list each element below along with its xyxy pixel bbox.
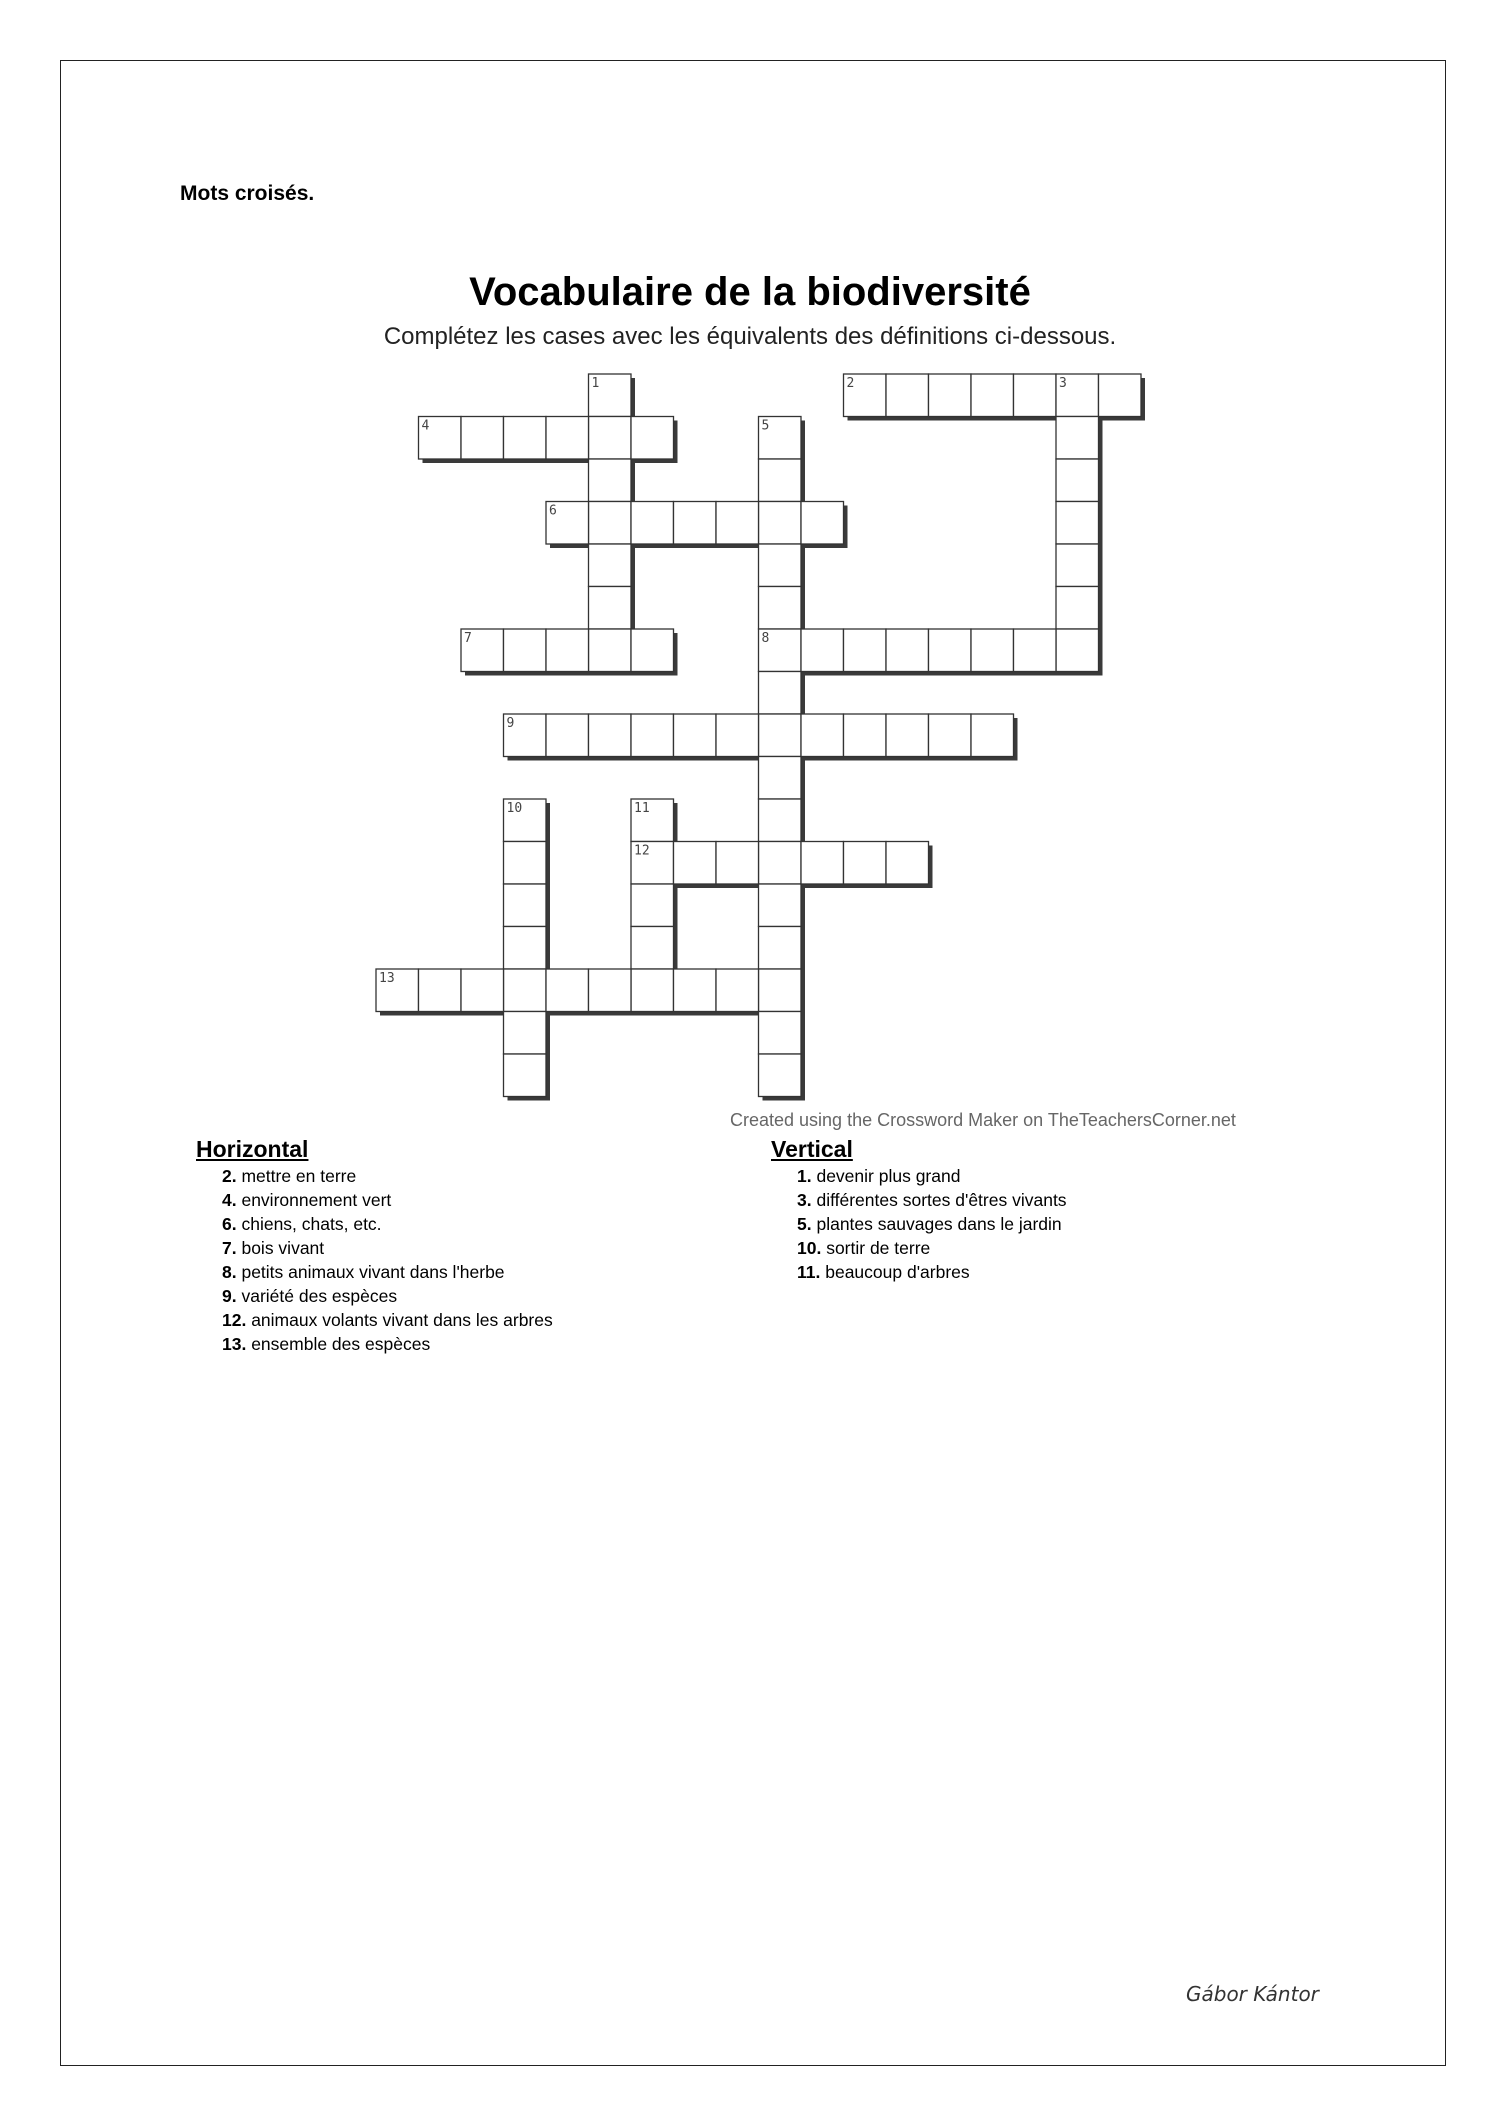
clue-text: sortir de terre — [821, 1238, 931, 1258]
horizontal-clue — [222, 1188, 553, 1212]
clue-number: 6. — [222, 1214, 237, 1234]
clue-number: 4. — [222, 1190, 237, 1210]
vertical-clues-title: Vertical — [771, 1136, 853, 1162]
horizontal-clue — [222, 1236, 553, 1260]
horizontal-clue — [222, 1212, 553, 1236]
author-signature: Gábor Kántor — [1186, 1982, 1319, 2006]
horizontal-clue — [222, 1260, 553, 1284]
clue-number-label: 6 — [549, 503, 557, 519]
grid-cell[interactable] — [759, 842, 802, 885]
clue-text: plantes sauvages dans le jardin — [811, 1214, 1062, 1234]
grid-cell[interactable] — [589, 459, 632, 502]
puzzle-title: Vocabulaire de la biodiversité — [469, 270, 1031, 314]
clue-number-label: 13 — [379, 971, 395, 986]
clue-number: 2. — [222, 1166, 237, 1186]
clue-text: animaux volants vivant dans les arbres — [246, 1310, 553, 1330]
clue-number-label: 3 — [1059, 376, 1067, 391]
grid-cell[interactable] — [674, 969, 717, 1012]
clue-number: 1. — [797, 1166, 812, 1186]
grid-cell[interactable] — [886, 842, 929, 885]
clue-number-label: 8 — [761, 631, 770, 646]
credit-line: Created using the Crossword Maker on TheTeachersCorner.net — [730, 1110, 1236, 1130]
grid-cell[interactable] — [589, 587, 632, 630]
grid-cell[interactable] — [844, 714, 887, 757]
vertical-clue — [797, 1188, 1067, 1212]
grid-cell[interactable] — [546, 714, 589, 757]
grid-cell[interactable] — [504, 842, 547, 885]
clue-number: 8. — [222, 1262, 237, 1282]
grid-cell[interactable] — [971, 629, 1014, 672]
grid-cell[interactable] — [759, 714, 802, 757]
vertical-clue — [797, 1212, 1067, 1236]
vertical-clue-list — [797, 1164, 1067, 1284]
grid-cell[interactable] — [546, 969, 589, 1012]
grid-cell[interactable] — [589, 969, 632, 1012]
vertical-clue — [797, 1260, 1067, 1284]
grid-cell[interactable] — [801, 629, 844, 672]
grid-cell[interactable] — [759, 459, 802, 502]
grid-cell[interactable] — [674, 502, 717, 545]
horizontal-clues-title: Horizontal — [196, 1136, 309, 1162]
grid-cell[interactable] — [546, 629, 589, 672]
grid-cell[interactable] — [1056, 629, 1099, 672]
clue-number-label: 5 — [761, 418, 770, 434]
clue-text: bois vivant — [236, 1238, 325, 1258]
grid-cell[interactable] — [1056, 587, 1099, 630]
grid-cell[interactable] — [971, 714, 1014, 757]
clue-text: devenir plus grand — [811, 1166, 961, 1186]
grid-cell[interactable] — [759, 884, 802, 927]
grid-cell[interactable] — [716, 969, 759, 1012]
grid-cell[interactable] — [631, 927, 674, 970]
grid-cell[interactable] — [759, 1012, 802, 1055]
grid-cell[interactable] — [886, 629, 929, 672]
grid-cell[interactable] — [631, 969, 674, 1012]
grid-cell[interactable] — [1099, 374, 1142, 417]
clue-text: différentes sortes d'êtres vivants — [811, 1190, 1067, 1210]
clue-text: beaucoup d'arbres — [820, 1262, 970, 1282]
horizontal-clue — [222, 1164, 553, 1188]
clue-number: 12. — [222, 1310, 247, 1330]
grid-cell[interactable] — [419, 969, 462, 1012]
clue-text: mettre en terre — [236, 1166, 357, 1186]
grid-cell[interactable] — [801, 714, 844, 757]
clue-number-label: 10 — [506, 801, 523, 816]
clue-number: 5. — [797, 1214, 812, 1234]
grid-cell[interactable] — [461, 969, 504, 1012]
grid-cell[interactable] — [504, 417, 547, 460]
vertical-clue — [797, 1236, 1067, 1260]
clue-number-label: 4 — [421, 418, 430, 434]
clue-number-label: 11 — [634, 801, 650, 816]
grid-cell[interactable] — [589, 417, 632, 460]
grid-cell[interactable] — [759, 799, 802, 842]
grid-cell[interactable] — [674, 842, 717, 885]
grid-cell[interactable] — [759, 502, 802, 545]
grid-cell[interactable] — [929, 629, 972, 672]
horizontal-clue — [222, 1308, 553, 1332]
horizontal-clue — [222, 1332, 553, 1356]
grid-cell[interactable] — [1056, 502, 1099, 545]
horizontal-clue-list — [222, 1164, 553, 1356]
grid-cell[interactable] — [971, 374, 1014, 417]
grid-cell[interactable] — [929, 714, 972, 757]
grid-cell[interactable] — [589, 544, 632, 587]
grid-cell[interactable] — [631, 502, 674, 545]
grid-cell[interactable] — [759, 544, 802, 587]
grid-cell[interactable] — [759, 587, 802, 630]
clue-number-label: 9 — [506, 716, 515, 731]
grid-cell[interactable] — [631, 714, 674, 757]
grid-cell[interactable] — [504, 884, 547, 927]
grid-cell[interactable] — [461, 417, 504, 460]
grid-cell[interactable] — [716, 502, 759, 545]
clue-number: 13. — [222, 1334, 247, 1354]
grid-cell[interactable] — [886, 714, 929, 757]
grid-cell[interactable] — [674, 714, 717, 757]
clue-text: variété des espèces — [236, 1286, 398, 1306]
grid-cell[interactable] — [759, 1054, 802, 1097]
grid-cell[interactable] — [589, 714, 632, 757]
grid-cell[interactable] — [504, 629, 547, 672]
clue-number-label: 2 — [846, 376, 855, 391]
clue-number-label: 7 — [464, 631, 472, 646]
grid-cell[interactable] — [759, 672, 802, 715]
grid-cell[interactable] — [759, 927, 802, 970]
clue-number-label: 12 — [634, 843, 650, 859]
puzzle-subtitle: Complétez les cases avec les équivalents des définitions ci-dessous. — [383, 323, 1117, 350]
clue-number: 7. — [222, 1238, 237, 1258]
grid-cell[interactable] — [801, 842, 844, 885]
clue-text: ensemble des espèces — [246, 1334, 431, 1354]
grid-cell[interactable] — [716, 842, 759, 885]
grid-cell[interactable] — [801, 502, 844, 545]
grid-cell[interactable] — [631, 629, 674, 672]
grid-cell[interactable] — [929, 374, 972, 417]
clue-text: chiens, chats, etc. — [236, 1214, 382, 1234]
grid-cell[interactable] — [589, 502, 632, 545]
grid-cell[interactable] — [716, 714, 759, 757]
clue-number: 10. — [797, 1238, 822, 1258]
clue-number: 3. — [797, 1190, 812, 1210]
grid-cell[interactable] — [504, 969, 547, 1012]
grid-cell[interactable] — [546, 417, 589, 460]
grid-cell[interactable] — [759, 757, 802, 800]
vertical-clue — [797, 1164, 1067, 1188]
grid-cell[interactable] — [844, 842, 887, 885]
clue-number-label: 1 — [591, 376, 600, 391]
grid-cell[interactable] — [504, 1012, 547, 1055]
grid-cell[interactable] — [1056, 459, 1099, 502]
horizontal-clue — [222, 1284, 553, 1308]
clue-number: 9. — [222, 1286, 237, 1306]
clue-number: 11. — [797, 1262, 821, 1282]
grid-cell[interactable] — [759, 969, 802, 1012]
grid-cell[interactable] — [1056, 417, 1099, 460]
grid-cell[interactable] — [1056, 544, 1099, 587]
clue-text: petits animaux vivant dans l'herbe — [236, 1262, 505, 1282]
worksheet-heading: Mots croisés. — [180, 182, 315, 205]
grid-cell[interactable] — [844, 629, 887, 672]
grid-cell[interactable] — [631, 417, 674, 460]
grid-cell[interactable] — [1014, 374, 1057, 417]
grid-cell[interactable] — [631, 884, 674, 927]
grid-cell[interactable] — [589, 629, 632, 672]
grid-cell[interactable] — [504, 1054, 547, 1097]
grid-cell[interactable] — [886, 374, 929, 417]
grid-cell[interactable] — [504, 927, 547, 970]
clue-text: environnement vert — [236, 1190, 392, 1210]
grid-cell[interactable] — [1014, 629, 1057, 672]
